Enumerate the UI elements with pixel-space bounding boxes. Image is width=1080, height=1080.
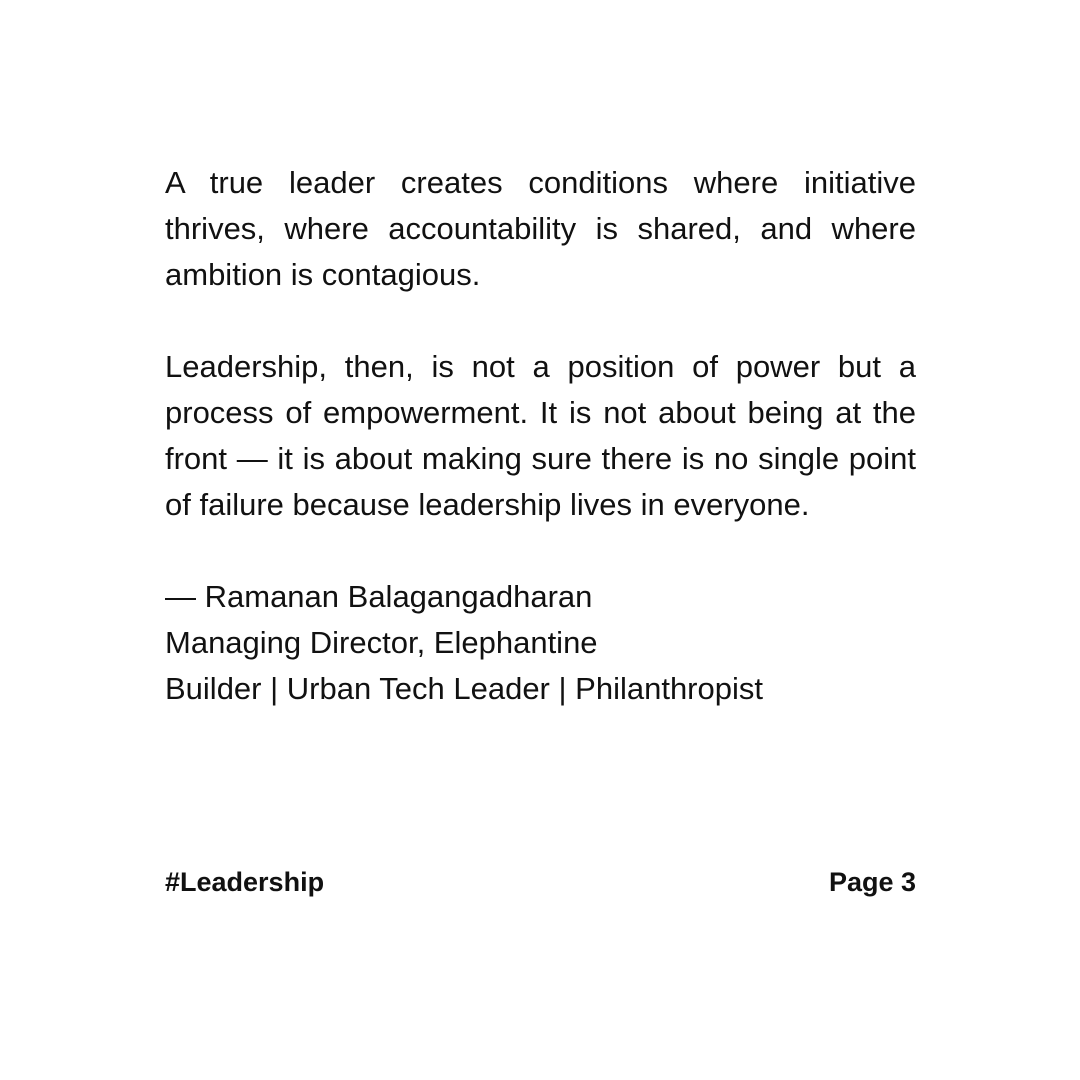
quote-paragraph-2: Leadership, then, is not a position of power but a process of empowerment. It is not about being at the front — it is about making sure there is no single point of failure because leadership lives in everyone. [165,349,916,522]
author-tagline: Builder | Urban Tech Leader | Philanthropist [165,671,763,706]
author-role: Managing Director, Elephantine [165,625,598,660]
page-number: Page 3 [828,866,916,897]
hashtag: #Leadership [165,866,325,897]
author-name: — Ramanan Balagangadharan [165,579,593,614]
quote-paragraph-1: A true leader creates conditions where initiative thrives, where accountability is shared, and where ambition is contagious. [165,165,916,292]
footer [165,862,916,902]
attribution-block [165,574,916,712]
quote-content [165,160,916,712]
